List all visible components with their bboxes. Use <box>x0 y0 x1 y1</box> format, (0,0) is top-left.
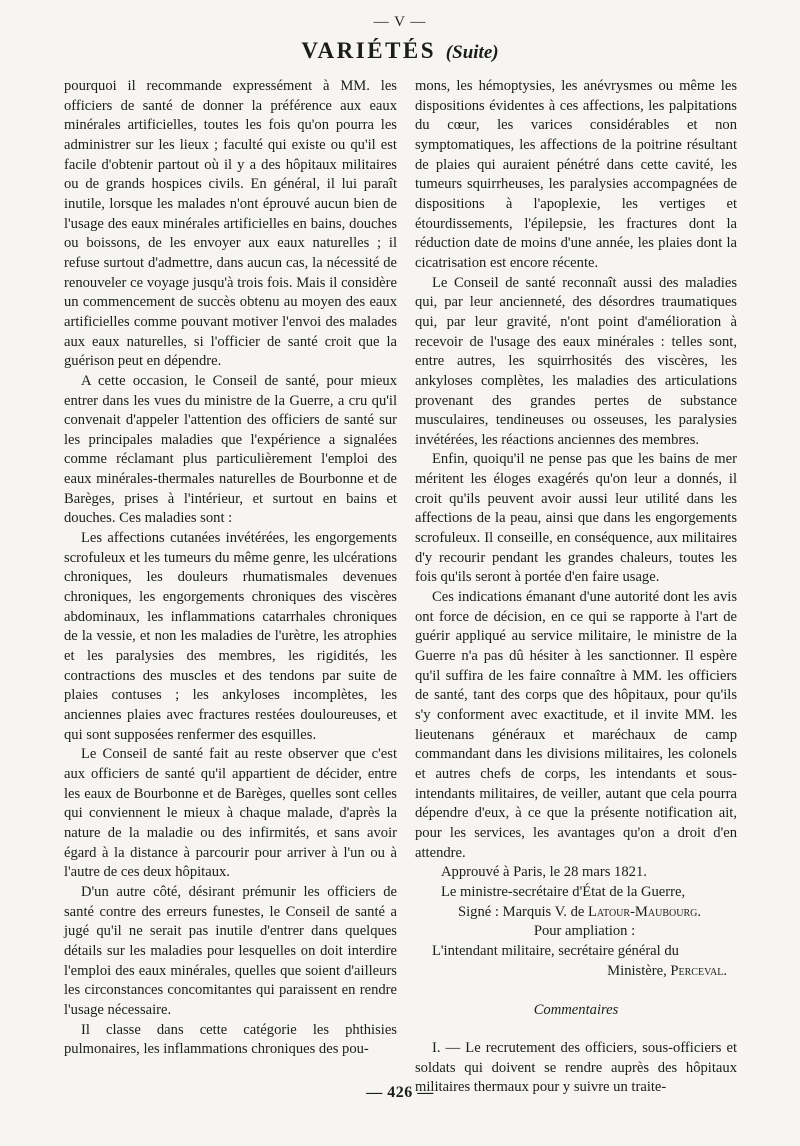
section-folio: — V — <box>373 14 427 30</box>
signature-name: Latour-Maubourg. <box>588 903 702 920</box>
title-subtitle: (Suite) <box>445 42 499 63</box>
page-number: — 426 — <box>366 1084 434 1101</box>
paragraph: Le Conseil de santé reconnaît aussi des maladies qui, par leur ancienneté, des désordres traumatiques qui, par leur gravité, n'ont point d'amélioration à recevoir de l'usage des eaux minérales : telles sont, entre autres, les squirrhosités des viscères, les ankyloses complètes, les maladies des articulations provenant des grandes pertes de substance musculaires, tendineuses ou osseuses, les paralysies invétérées, les réactions anciennes des membres. <box>415 274 737 448</box>
paragraph: mons, les hémoptysies, les anévrysmes ou même les dispositions évidentes à ces affections, les palpitations du cœur, les varices considérables et non symptomatiques, les affections de la poitrine résultant de plaies qui auraient pénétré dans cette cavité, les tumeurs squirrheuses, les paralysies accompagnées de dispositions à l'apoplexie, les vertiges et étourdissements, l'épilepsie, les fractures dont la réduction date de moins d'une année, les plaies dont la cicatrisation est encore récente. <box>415 78 737 271</box>
title-main: VARIÉTÉS <box>301 38 437 63</box>
approval-line: Approuvé à Paris, le 28 mars 1821. <box>441 864 647 881</box>
comment-heading: Commentaires <box>533 1002 619 1019</box>
minister-line: Le ministre-secrétaire d'État de la Guerre, <box>441 883 686 900</box>
ampliation-line: Pour ampliation : <box>533 923 636 940</box>
paragraph: pourquoi il recommande expressément à MM. les officiers de santé de donner la préférence aux eaux minérales artificielles, toutes les fois qu'on pourra les administrer sur les lieux ; faculté qui existe ou qu'il est facile d'obtenir partout où il y a des hôpitaux militaires ou de grands hospices civils. En général, il lui paraît inutile, lorsque les malades n'ont éprouvé aucun bien de l'usage des eaux minérales artificielles en bains, douches ou boissons, de les envoyer aux eaux naturelles ; il refuse surtout d'admettre, dans aucun cas, la nécessité de renouveler ce voyage jusqu'à trois fois. Mais il considère un commencement de succès obtenu au moyen des eaux artificielles comme pouvant motiver l'envoi des malades aux eaux naturelles, si l'officier de santé croit que la guérison peut en dépendre. <box>64 78 397 370</box>
intendant-line: L'intendant militaire, secrétaire général du <box>432 942 679 959</box>
paragraph: Les affections cutanées invétérées, les engorgements scrofuleux et les tumeurs du même genre, les ulcérations chroniques, les douleurs rhumatismales devenues chroniques, les engorgements chroniques des viscères abdominaux, les inflammations catarrhales chroniques de la vessie, et non les maladies de l'urètre, les atrophies et les paralysies des membres, les rigidités, les contractions des muscles et des tendons par suite de plaies contuses ; les ankyloses incomplètes, les anciennes plaies avec fractures restées douloureuses, et qui sont supposées renfermer des esquilles. <box>64 530 397 743</box>
paragraph: Il classe dans cette catégorie les phthisies pulmonaires, les inflammations chroniques des pou- <box>64 1021 397 1058</box>
paragraph: Le Conseil de santé fait au reste observer que c'est aux officiers de santé qu'il appartient de décider, entre les eaux de Bourbonne et de Barèges, quelles sont celles qui conviennent le mieux à chaque malade, d'après la nature de la maladie ou des infirmités, et sans avoir égard à la distance à parcourir pour arriver à l'un ou à l'autre de ces deux hôpitaux. <box>64 746 397 881</box>
right-column <box>415 77 737 1098</box>
left-column <box>64 77 397 1060</box>
paragraph: Enfin, quoiqu'il ne pense pas que les bains de mer méritent les éloges exagérés qu'on leur a donnés, il croit qu'ils peuvent avoir aussi leur utilité dans les affections de la peau, ainsi que dans les engorgements scrofuleux. Il conseille, en conséquence, aux militaires d'y recourir pendant les grandes chaleurs, toutes les fois qu'ils seront à portée d'en faire usage. <box>415 451 737 586</box>
signature-prefix: Signé : Marquis V. de <box>458 903 588 920</box>
ministere-prefix: Ministère, <box>607 962 671 979</box>
page-title <box>0 38 800 66</box>
ministere-line <box>415 962 737 982</box>
ministere-name: Perceval. <box>670 962 727 979</box>
paragraph: A cette occasion, le Conseil de santé, pour mieux entrer dans les vues du ministre de la Guerre, a cru qu'il convenait d'appeler l'attention des officiers de santé sur les principales maladies que l'expérience a signalées comme réclamant plus particulièrement l'emploi des eaux minérales-thermales naturelles de Bourbonne et de Barèges, prises à l'intérieur, et surtout en bains et douches. Ces maladies sont : <box>64 372 397 527</box>
paragraph: D'un autre côté, désirant prémunir les officiers de santé contre des erreurs funestes, le Conseil de santé a jugé qu'il ne serait pas inutile d'entrer dans quelques détails sur les maladies pour lesquelles on doit interdire l'emploi des eaux minérales, quelles que soient d'ailleurs les circonstances concomitantes qui paraissent en rendre l'usage nécessaire. <box>64 883 397 1018</box>
paragraph: Ces indications émanant d'une autorité dont les avis ont force de décision, en ce qui se rapporte à l'art de guérir appliqué au service militaire, le ministre de la Guerre n'a pas dû hésiter à les sanctionner. Il espère qu'il suffira de les faire connaître à MM. les officiers de santé, tant des corps que des hôpitaux, pour qu'ils s'y conforment avec exactitude, et il invite MM. les lieutenans généraux et maréchaux de camp commandant dans les divisions militaires, les colonels et autres chefs de corps, les intendants et sous-intendants militaires, de veiller, autant que cela pourra dépendre d'eux, à ce que la présente notification ait, pour les services, les avantages qu'on a droit d'en attendre. <box>415 589 737 861</box>
paragraph: I. — Le recrutement des officiers, sous-officiers et soldats qui doivent se rendre auprès des hôpitaux militaires thermaux pour y suivre un traite- <box>415 1039 737 1096</box>
signature-line <box>415 903 737 923</box>
